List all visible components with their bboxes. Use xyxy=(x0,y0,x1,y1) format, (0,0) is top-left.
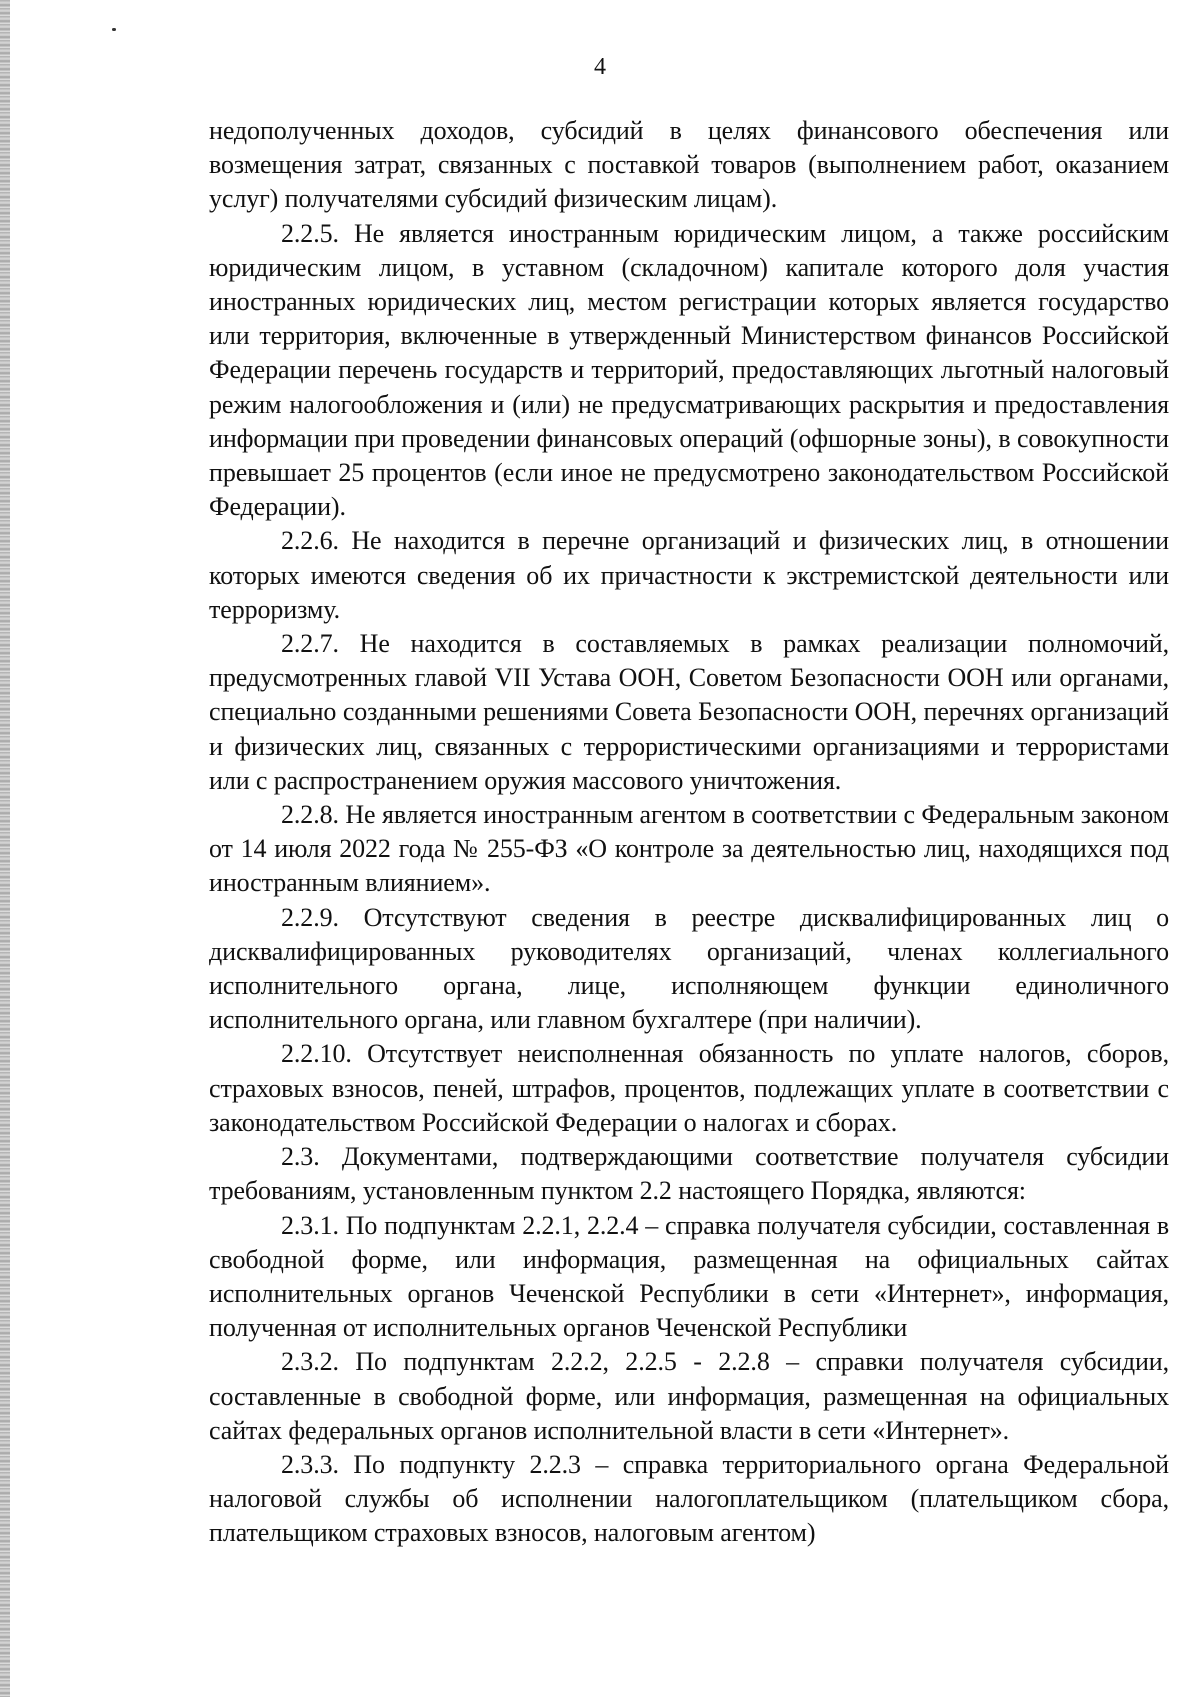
page-number: 4 xyxy=(594,54,606,80)
paragraph-2-2-10: 2.2.10. Отсутствует неисполненная обязанность по уплате налогов, сборов, страховых взносов, пеней, штрафов, процентов, подлежащих уплате в соответствии с законодательством Российской Федерации о налогах и сборах. xyxy=(209,1039,1169,1137)
paragraph-2-2-8: 2.2.8. Не является иностранным агентом в соответствии с Федеральным законом от 14 июля 2022 года № 255-ФЗ «О контроле за деятельностью лиц, находящихся под иностранным влиянием». xyxy=(209,800,1169,898)
scan-edge-shadow xyxy=(0,0,10,1697)
paragraph-2-2-9: 2.2.9. Отсутствуют сведения в реестре дисквалифицированных лиц о дисквалифицированных руководителях организаций, членах коллегиального исполнительного органа, лице, исполняющем функции единоличного исполнительного органа, или главном бухгалтере (при наличии). xyxy=(209,902,1169,1035)
paragraph-2-3-3: 2.3.3. По подпункту 2.2.3 – справка территориального органа Федеральной налоговой службы об исполнении налогоплательщиком (плательщиком сбора, плательщиком страховых взносов, налоговым агентом) xyxy=(209,1449,1169,1548)
paragraph-2-3: 2.3. Документами, подтверждающими соответствие получателя субсидии требованиям, установленным пунктом 2.2 настоящего Порядка, являются: xyxy=(209,1142,1169,1206)
paragraph-2-3-2: 2.3.2. По подпунктам 2.2.2, 2.2.5 - 2.2.8 – справки получателя субсидии, составленные в свободной форме, или информация, размещенная на официальных сайтах федеральных органов исполнительной власти в сети «Интернет». xyxy=(209,1347,1169,1445)
paragraph-2-2-7: 2.2.7. Не находится в составляемых в рамках реализации полномочий, предусмотренных главой VII Устава ООН, Советом Безопасности ООН или органами, специально созданными решениями Совета Безопасности ООН, перечнях организаций и физических лиц, связанных с террористическими организациями и террористами или с распространением оружия массового уничтожения. xyxy=(209,629,1169,795)
paragraph-2-3-1: 2.3.1. По подпунктам 2.2.1, 2.2.4 – справка получателя субсидии, составленная в свободной форме, или информация, размещенная на официальных сайтах исполнительных органов Чеченской Республики в сети «Интернет», информация, полученная от исполнительных органов Чеченской Республики xyxy=(209,1210,1169,1343)
paragraph-2-2-6: 2.2.6. Не находится в перечне организаций и физических лиц, в отношении которых имеются сведения об их причастности к экстремистской деятельности или терроризму. xyxy=(209,526,1169,624)
paragraph-2-2-5: 2.2.5. Не является иностранным юридическим лицом, а также российским юридическим лицом, в уставном (складочном) капитале которого доля участия иностранных юридических лиц, местом регистрации которых является государство или территория, включенные в утвержденный Министерством финансов Российской Федерации перечень государств и территорий, предоставляющих льготный налоговый режим налогообложения и (или) не предусматривающих раскрытия и предоставления информации при проведении финансовых операций (офшорные зоны), в совокупности превышает 25 процентов (если иное не предусмотрено законодательством Российской Федерации). xyxy=(209,218,1169,522)
paragraph-continuation: недополученных доходов, субсидий в целях финансового обеспечения или возмещения затрат, связанных с поставкой товаров (выполнением работ, оказанием услуг) получателями субсидий физическим лицам). xyxy=(209,116,1169,214)
scan-speck xyxy=(112,28,116,31)
document-body xyxy=(209,114,1169,1551)
